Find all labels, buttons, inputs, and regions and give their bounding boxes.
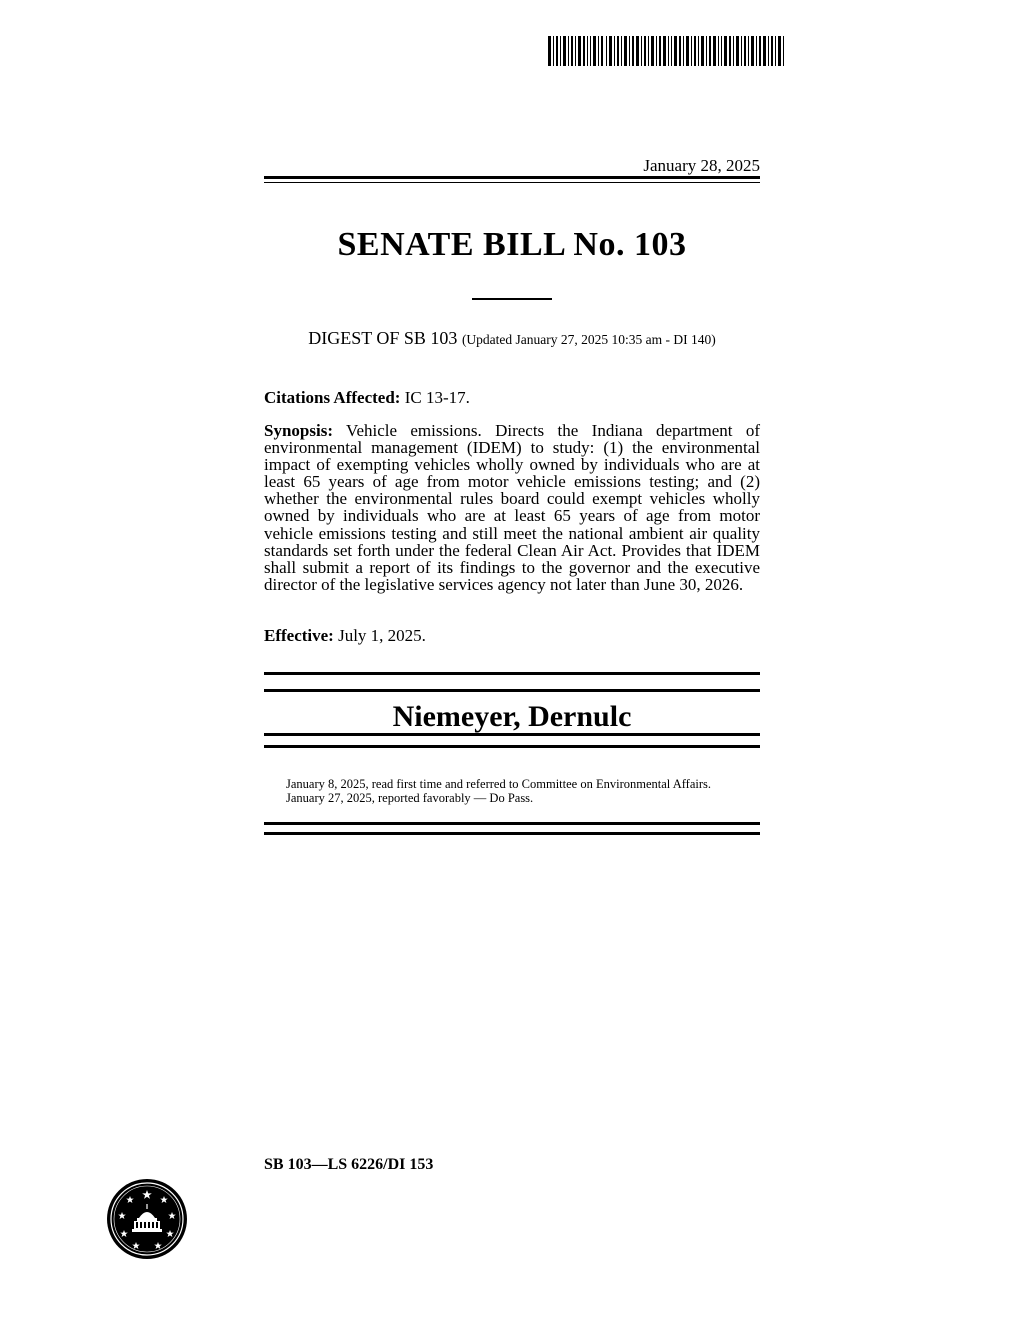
bill-identifier: SB 103—LS 6226/DI 153 — [264, 1156, 434, 1173]
digest-heading — [264, 328, 760, 349]
divider-rule — [264, 832, 760, 835]
legislative-history — [286, 778, 760, 805]
bill-title: SENATE BILL No. 103 — [337, 226, 687, 263]
citations-value: IC 13-17. — [404, 388, 470, 407]
citations-section — [264, 388, 760, 408]
digest-updated: (Updated January 27, 2025 10:35 am - DI 140) — [461, 332, 716, 347]
history-entry: January 27, 2025, reported favorably — Do Pass. — [286, 790, 534, 805]
effective-label: Effective: — [264, 626, 334, 645]
divider-rule — [264, 822, 760, 825]
synopsis-section — [264, 422, 760, 593]
divider-rule — [264, 672, 760, 675]
synopsis-label: Synopsis: — [264, 421, 333, 440]
divider-rule — [264, 745, 760, 748]
history-entry: January 8, 2025, read first time and referred to Committee on Environmental Affairs. — [286, 777, 711, 791]
barcode-icon — [548, 36, 784, 66]
divider-rule — [264, 176, 760, 179]
divider-rule — [264, 689, 760, 692]
title-underline — [472, 298, 552, 300]
effective-value: July 1, 2025. — [338, 626, 426, 645]
digest-label: DIGEST OF SB 103 — [308, 328, 458, 348]
document-date: January 28, 2025 — [643, 156, 760, 175]
divider-rule — [264, 733, 760, 736]
citations-label: Citations Affected: — [264, 388, 401, 407]
effective-section — [264, 626, 760, 646]
synopsis-text: Vehicle emissions. Directs the Indiana department of environmental management (IDEM) to study: (1) the environmental impact of exempting vehicles wholly owned by individuals who are at least 65 years of age from motor vehicle emissions testing; and (2) whether the environmental rules board could exempt vehicles wholly owned by individuals who are at least 65 years of age from motor vehicle emissions testing and still meet the national ambient air quality standards set forth under the federal Clean Air Act. Provides that IDEM shall submit a report of its findings to the governor and the executive director of the legislative services agency not later than June 30, 2026. — [264, 421, 760, 594]
bill-authors: Niemeyer, Dernulc — [392, 700, 632, 733]
state-seal-icon — [106, 1178, 188, 1260]
divider-rule — [264, 182, 760, 183]
